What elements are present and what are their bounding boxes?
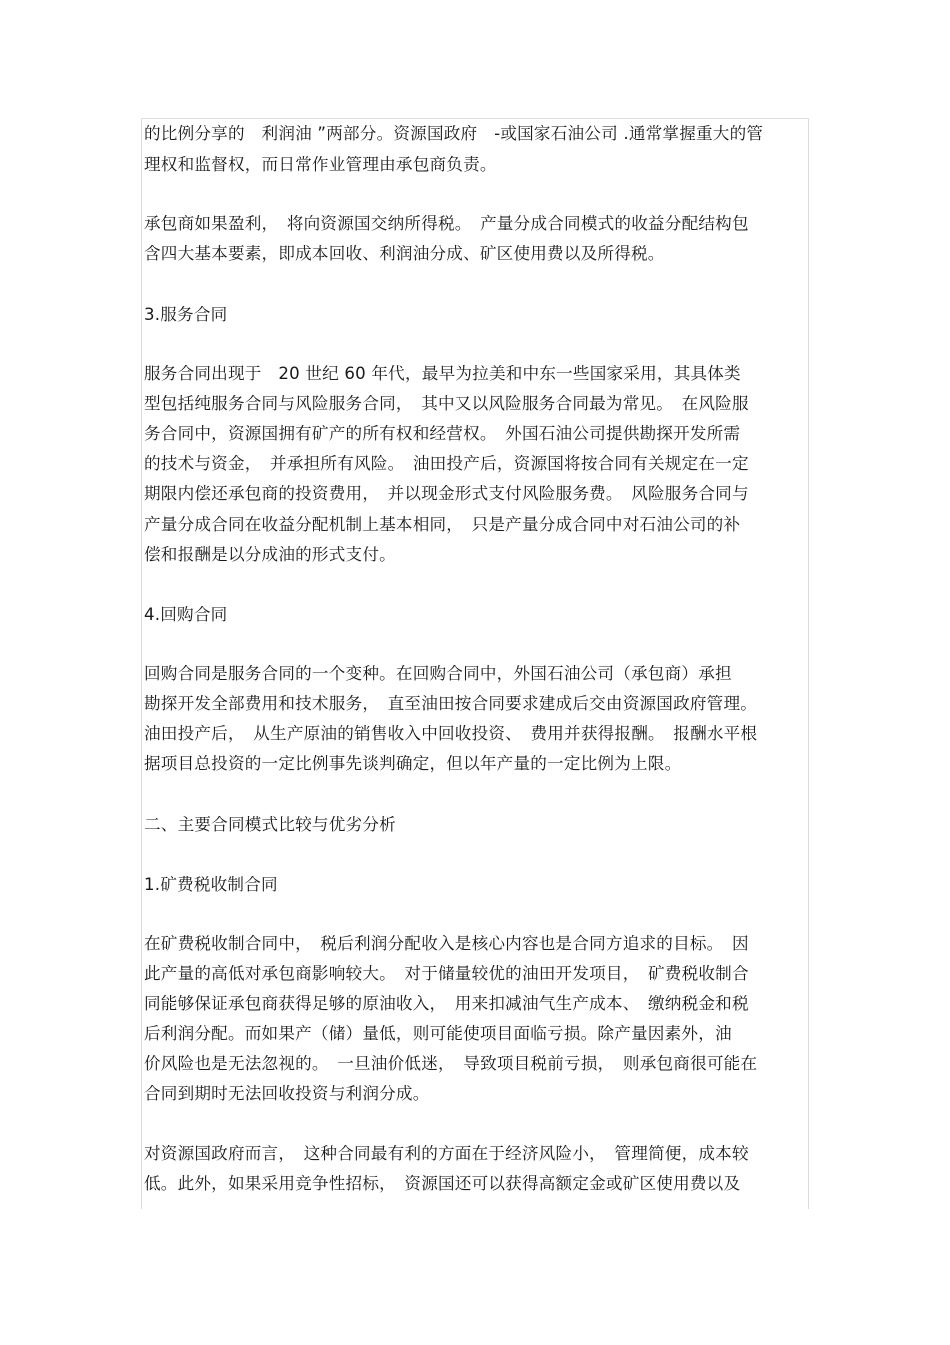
text-line: 据项目总投资的一定比例事先谈判确定，但以年产量的一定比例为上限。 [144, 754, 682, 773]
text-line: 低。此外，如果采用竞争性招标， 资源国还可以获得高额定金或矿区使用费以及 [144, 1174, 741, 1193]
text-line: 承包商如果盈利， 将向资源国交纳所得税。 产量分成合同模式的收益分配结构包 [144, 214, 749, 233]
text-line: 勘探开发全部费用和技术服务， 直至油田按合同要求建成后交由资源国政府管理。 [144, 694, 758, 713]
text-line: 后利润分配。而如果产（储）量低，则可能使项目面临亏损。除产量因素外，油 [144, 1024, 732, 1043]
section-heading: 4.回购合同 [144, 605, 228, 624]
text-line: 的比例分享的 利润油 ”两部分。资源国政府 -或国家石油公司 .通常掌握重大的管 [144, 124, 764, 143]
text-line: 在矿费税收制合同中， 税后利润分配收入是核心内容也是合同方追求的目标。 因 [144, 934, 749, 953]
text-line: 合同到期时无法回收投资与利润分成。 [144, 1084, 430, 1103]
section-heading: 1.矿费税收制合同 [144, 875, 278, 894]
text-line: 油田投产后， 从生产原油的销售收入中回收投资、 费用并获得报酬。 报酬水平根 [144, 724, 758, 743]
text-line: 此产量的高低对承包商影响较大。 对于储量较优的油田开发项目， 矿费税收制合 [144, 964, 749, 983]
text-line: 同能够保证承包商获得足够的原油收入， 用来扣减油气生产成本、 缴纳税金和税 [144, 994, 749, 1013]
text-line: 期限内偿还承包商的投资费用， 并以现金形式支付风险服务费。 风险服务合同与 [144, 484, 749, 503]
section-heading: 3.服务合同 [144, 305, 228, 324]
text-line: 价风险也是无法忽视的。 一旦油价低迷， 导致项目税前亏损， 则承包商很可能在 [144, 1054, 758, 1073]
text-line: 务合同中，资源国拥有矿产的所有权和经营权。 外国石油公司提供勘探开发所需 [144, 424, 741, 443]
text-line: 回购合同是服务合同的一个变种。在回购合同中，外国石油公司（承包商）承担 [144, 664, 732, 683]
section-heading: 二、主要合同模式比较与优劣分析 [144, 815, 396, 834]
text-line: 型包括纯服务合同与风险服务合同， 其中又以风险服务合同最为常见。 在风险服 [144, 394, 749, 413]
text-line: 服务合同出现于 20 世纪 60 年代，最早为拉美和中东一些国家采用，其具体类 [144, 364, 741, 383]
text-line: 的技术与资金， 并承担所有风险。 油田投产后，资源国将按合同有关规定在一定 [144, 454, 749, 473]
text-line: 含四大基本要素，即成本回收、利润油分成、矿区使用费以及所得税。 [144, 244, 665, 263]
text-line: 理权和监督权，而日常作业管理由承包商负责。 [144, 155, 497, 174]
text-line: 产量分成合同在收益分配机制上基本相同， 只是产量分成合同中对石油公司的补 [144, 515, 741, 534]
text-line: 偿和报酬是以分成油的形式支付。 [144, 545, 396, 564]
text-line: 对资源国政府而言， 这种合同最有利的方面在于经济风险小， 管理简便，成本较 [144, 1144, 749, 1163]
